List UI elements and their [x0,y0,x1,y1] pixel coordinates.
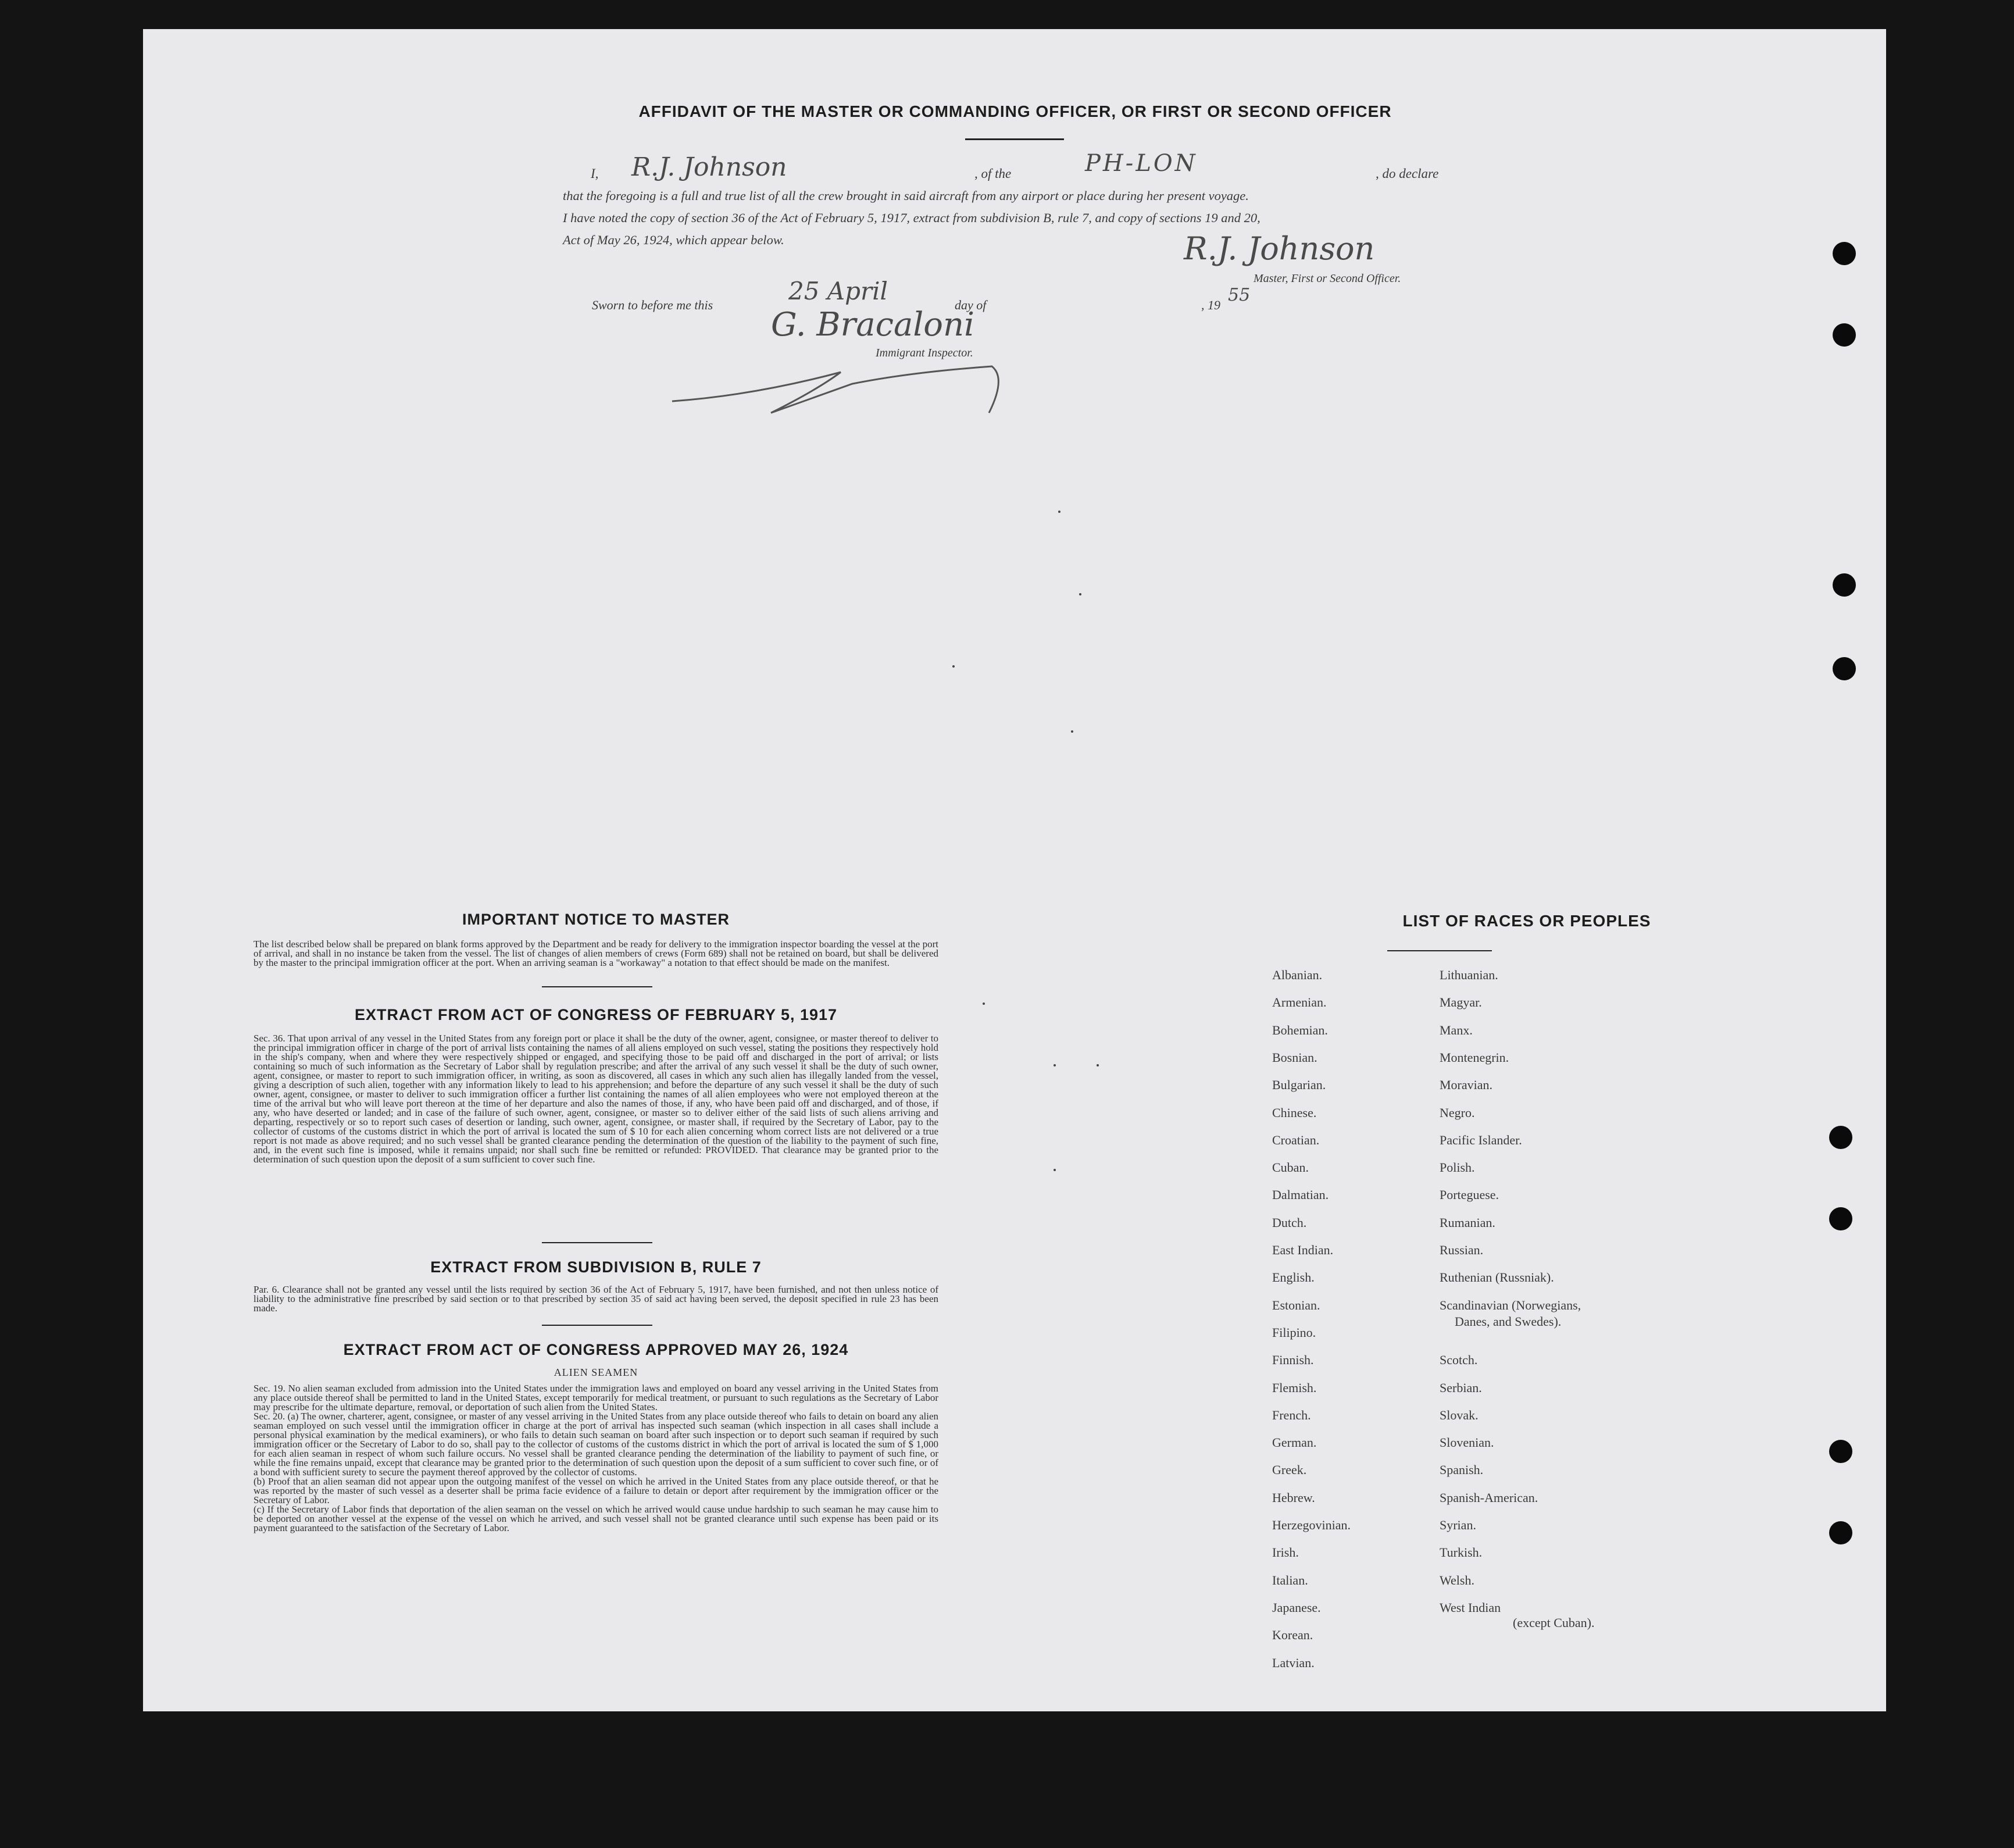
race-item: Spanish-American. [1440,1490,1538,1505]
affidavit-i: I, [591,166,599,181]
race-item: Magyar. [1440,995,1482,1009]
year-prefix: , 19 [1201,298,1220,312]
speck [952,665,955,668]
race-item: Armenian. [1272,995,1327,1009]
affidavit-line-4: Act of May 26, 1924, which appear below. [563,233,784,247]
officer-caption: Master, First or Second Officer. [1254,272,1401,285]
race-item: Latvian. [1272,1656,1315,1670]
race-item: Hebrew. [1272,1490,1315,1505]
race-item: Welsh. [1440,1573,1474,1587]
punch-hole [1829,1521,1852,1544]
race-item: Italian. [1272,1573,1308,1587]
race-item: Finnish. [1272,1353,1314,1367]
race-item: Cuban. [1272,1160,1309,1175]
race-item: Negro. [1440,1105,1475,1120]
extract-1924-text [253,1384,938,1533]
affidavit-line-2: that the foregoing is a full and true list of all the crew brought in said aircraft from any airport or place during her present voyage. [563,188,1249,203]
handwritten-aircraft-id: PH-LON [1085,150,1198,177]
race-item: Scotch. [1440,1353,1478,1367]
race-item: Irish. [1272,1545,1299,1560]
speck [1079,593,1081,595]
speck [1071,730,1073,733]
speck [1054,1064,1056,1066]
speck [1058,511,1060,513]
race-item: Montenegrin. [1440,1050,1509,1065]
notice-rule [542,986,652,987]
document-page [143,29,1886,1711]
races-rule [1387,950,1492,951]
race-item: Herzegovinian. [1272,1518,1351,1532]
race-item: Ruthenian (Russniak). [1440,1270,1554,1285]
race-item: Turkish. [1440,1545,1483,1560]
punch-hole [1833,573,1856,597]
race-item: French. [1272,1408,1311,1422]
notice-title: IMPORTANT NOTICE TO MASTER [462,911,730,928]
race-item: Slovenian. [1440,1435,1494,1450]
extract-1917-title: EXTRACT FROM ACT OF CONGRESS OF FEBRUARY 5, 1917 [354,1006,838,1023]
race-item: Chinese. [1272,1105,1317,1120]
race-item: Albanian. [1272,968,1323,982]
sec-19: Sec. 19. No alien seaman excluded from admission into the United States under the immigration laws and employed on board any vessel arriving in the United States from any place outside thereof shall be permitted to land in the United States, except temporarily for medical treatment, or pursuant to such regulations as the Secretary of Labor may prescribe for the ultimate departure, removal, or deportation of such alien from the United States. [253,1383,938,1412]
speck [1097,1064,1099,1066]
handwritten-date: 25 April [788,277,888,305]
day-of: day of [955,298,987,312]
speck [1054,1169,1056,1171]
race-item: Estonian. [1272,1298,1320,1312]
race-item: Manx. [1440,1023,1473,1037]
race-item: Lithuanian. [1440,968,1498,982]
race-item: Korean. [1272,1628,1313,1642]
race-item: English. [1272,1270,1315,1285]
race-item: German. [1272,1435,1317,1450]
west-indian-continuation: (except Cuban). [1513,1615,1595,1630]
race-item: Croatian. [1272,1133,1320,1147]
race-item: Bohemian. [1272,1023,1328,1037]
affidavit-line-3: I have noted the copy of section 36 of the Act of February 5, 1917, extract from subdivision B, rule 7, and copy of sections 19 and 20, [563,211,1260,225]
subdivision-b-rule [542,1325,652,1326]
race-item: Russian. [1440,1243,1484,1257]
subdivision-b-text: Par. 6. Clearance shall not be granted any vessel until the lists required by section 36 of the Act of February 5, 1917, have been furnished, and not then unless notice of liability to the administrative fine prescribed by said section or to that prescribed by section 35 of said act having been served, the deposit specified in rule 23 has been made. [253,1284,938,1314]
race-item: Rumanian. [1440,1215,1495,1230]
race-item: Japanese. [1272,1600,1321,1615]
sworn-text: Sworn to before me this [592,298,713,312]
sec-20b: (b) Proof that an alien seaman did not appear upon the outgoing manifest of the vessel on which he arrived in the United States from any place outside thereof, or that he was reported by the master of such vessel as a deserter shall be prima facie evidence of a failure to detain or deport after requirement by the immigration officer or the Secretary of Labor. [253,1476,938,1505]
race-item: Filipino. [1272,1325,1316,1340]
race-item: Dalmatian. [1272,1187,1329,1202]
speck [983,1003,985,1005]
master-signature: R.J. Johnson [1184,230,1375,267]
extract-1917-rule [542,1242,652,1243]
punch-hole [1833,242,1856,265]
handwritten-master-name: R.J. Johnson [631,152,787,182]
handwritten-year: 55 [1228,285,1251,305]
extract-1917-text: Sec. 36. That upon arrival of any vessel in the United States from any foreign port or place it shall be the duty of the owner, agent, consignee, or master thereof to deliver to the principal immigration officer in charge of the port of arrival lists containing the names of all aliens employed on such vessel, stating the positions they respectively hold in the ship's company, when and where they were respectively shipped or engaged, and specifying those to be paid off and discharged in the port of arrival; or lists containing so much of such information as the Secretary of Labor shall by regulation prescribe; and after the arrival of any such vessel it shall be the duty of such owner, agent, consignee, or master to report to such immigration officer, in writing, as soon as discovered, all cases in which any such alien has illegally landed from the vessel, giving a description of such alien, together with any information likely to lead to his apprehension; and before the departure of any such vessel it shall be the duty of such owner, agent, consignee, or master to deliver to such immigration officer a further list containing the names of all alien employees who were not employed thereon at the time of the arrival but who will leave port thereon at the time of her departure and also the names of those, if any, who have been paid off and discharged, and of those, if any, who have deserted or landed; and in case of the failure of such owner, agent, consignee, or master so to deliver either of the said lists of such aliens arriving and departing, respectively or so to report such cases of desertion or landing, such owner, agent, consignee, or master shall, if required by the Secretary of Labor, pay to the collector of customs of the customs district in which the port of arrival is located the sum of $ 10 for each alien concerning whom correct lists are not delivered or a true report is not made as above required; and no such vessel shall be granted clearance pending the determination of the question of the liability to the payment of such fine, and, in the event such fine is imposed, while it remains unpaid; nor shall such fine be remitted or refunded: PROVIDED. That clearance may be granted prior to the determination of such question upon the deposit of a sum sufficient to cover such fine. [253,1033,938,1165]
race-item: Polish. [1440,1160,1475,1175]
race-item: Porteguese. [1440,1187,1499,1202]
race-item: Slovak. [1440,1408,1479,1422]
race-item: Flemish. [1272,1380,1317,1395]
race-item: Spanish. [1440,1462,1484,1477]
race-item: Pacific Islander. [1440,1133,1522,1147]
race-item: Serbian. [1440,1380,1482,1395]
race-item: Syrian. [1440,1518,1476,1532]
punch-hole [1829,1126,1852,1149]
punch-hole [1833,657,1856,680]
race-item: West Indian [1440,1600,1501,1615]
scandinavian-continuation: Danes, and Swedes). [1455,1314,1562,1329]
alien-seamen-subtitle: ALIEN SEAMEN [554,1367,638,1378]
affidavit-of-the: , of the [974,166,1012,181]
subdivision-b-title: EXTRACT FROM SUBDIVISION B, RULE 7 [430,1258,762,1276]
inspector-signature: G. Bracaloni [771,306,974,344]
title-rule [965,138,1064,140]
race-item: Dutch. [1272,1215,1307,1230]
sec-20a: Sec. 20. (a) The owner, charterer, agent, consignee, or master of any vessel arriving in the United States from any place outside thereof who fails to detain on board any alien seaman employed on such vessel until the immigration officer in charge at the port of arrival has inspected such seaman (which inspection in all cases shall include a personal physical examination by the medical examiners), or who fails to detain such seaman on board after such inspection or to deport such seaman if required by such immigration officer or the Secretary of Labor to do so, shall pay to the collector of customs of the customs district in which the port of arrival is located the sum of $ 1,000 for each alien seaman in respect of whom such failure occurs. No vessel shall be granted clearance pending the determination of the liability to payment of such fine, or while the fine remains unpaid, except that clearance may be granted prior to the determination of such question upon the deposit of a sum sufficient to cover such fine, or of a bond with sufficient surety to secure the payment thereof approved by the collector of customs. [253,1411,938,1478]
affidavit-title: AFFIDAVIT OF THE MASTER OR COMMANDING OFFICER, OR FIRST OR SECOND OFFICER [638,102,1392,120]
punch-hole [1829,1207,1852,1230]
extract-1924-title: EXTRACT FROM ACT OF CONGRESS APPROVED MAY 26, 1924 [343,1341,849,1358]
race-item: Scandinavian (Norwegians, [1440,1298,1581,1312]
race-item: East Indian. [1272,1243,1334,1257]
punch-hole [1829,1440,1852,1463]
inspector-caption: Immigrant Inspector. [876,347,973,359]
affidavit-declare: , do declare [1376,166,1439,181]
race-item: Bosnian. [1272,1050,1317,1065]
race-item: Greek. [1272,1462,1307,1477]
notice-text: The list described below shall be prepared on blank forms approved by the Department and be ready for delivery to the immigration inspector boarding the vessel at the port of arrival, and shall in no instance be taken from the vessel. The list of changes of alien members of crews (Form 689) shall not be retained on board, but shall be delivered by the master to the principal immigration officer at the port. When an arriving seaman is a "workaway" a notation to that effect should be made on the manifest. [253,939,938,968]
signature-flourish [666,331,1015,419]
sec-20c: (c) If the Secretary of Labor finds that deportation of the alien seaman on the vessel on which he arrived would cause undue hardship to such seaman he may cause him to be deported on another vessel at the expense of the vessel on which he arrived, and such vessel shall not be granted clearance until such expense has been paid or its payment guaranteed to the satisfaction of the Secretary of Labor. [253,1504,938,1533]
punch-hole [1833,323,1856,347]
race-item: Bulgarian. [1272,1078,1326,1092]
races-title: LIST OF RACES OR PEOPLES [1402,912,1651,930]
race-item: Moravian. [1440,1078,1493,1092]
